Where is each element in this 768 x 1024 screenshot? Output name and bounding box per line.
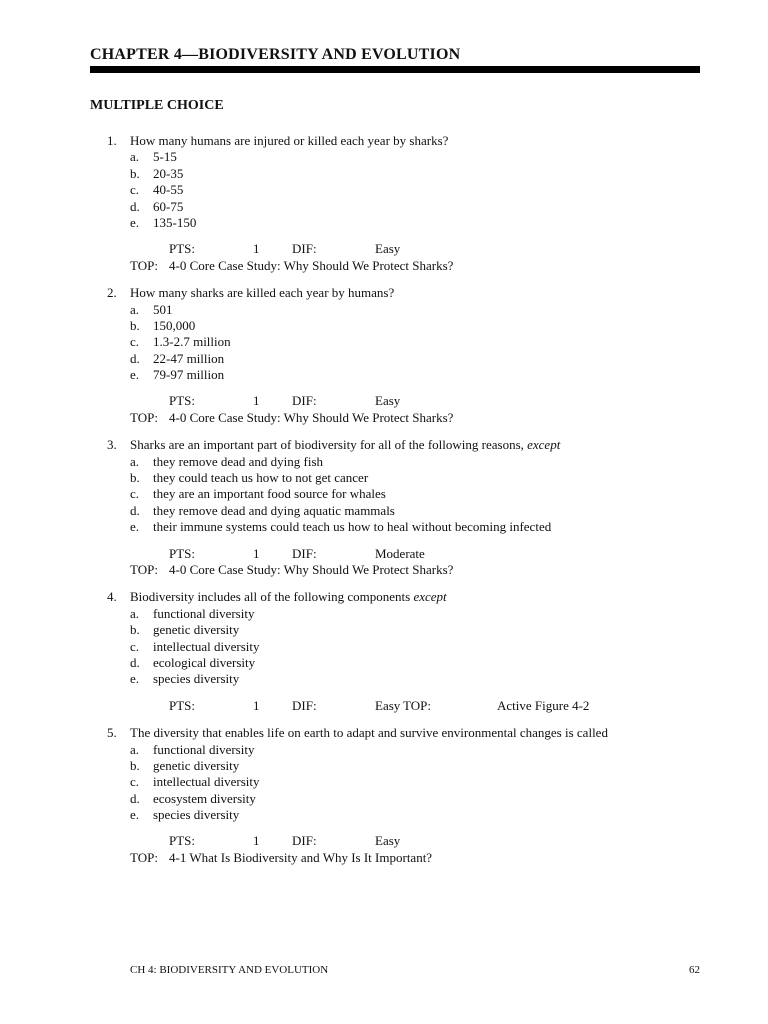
question-topic (0, 258, 768, 274)
question-number: 5. (107, 725, 117, 741)
option-text: genetic diversity (153, 757, 240, 773)
answer-option (0, 334, 768, 350)
dif-value: Easy (375, 393, 401, 409)
question-number: 3. (107, 437, 117, 453)
answer-option (0, 742, 768, 758)
answer-option (0, 622, 768, 638)
option-letter: c. (130, 774, 140, 790)
question-number: 4. (107, 589, 117, 605)
option-text: they could teach us how to not get cancer (153, 470, 369, 486)
question-3 (0, 437, 768, 578)
question-number: 2. (107, 285, 117, 301)
question-emphasis: except (413, 589, 447, 605)
option-letter: d. (130, 502, 140, 518)
option-text: 79-97 million (153, 367, 225, 383)
chapter-title: CHAPTER 4—BIODIVERSITY AND EVOLUTION (90, 46, 461, 63)
pts-label: PTS: (169, 833, 196, 849)
dif-value: Easy (375, 833, 401, 849)
question-stem (0, 589, 768, 605)
option-text: intellectual diversity (153, 774, 260, 790)
option-text: species diversity (153, 807, 240, 823)
answer-option (0, 149, 768, 165)
question-text: How many sharks are killed each year by humans? (130, 285, 395, 301)
pts-value: 1 (253, 697, 260, 713)
option-text: functional diversity (153, 605, 255, 621)
heading-rule (90, 66, 700, 73)
option-letter: a. (130, 149, 140, 165)
pts-label: PTS: (169, 241, 196, 257)
answer-option (0, 215, 768, 231)
question-topic (0, 850, 768, 866)
question-text: The diversity that enables life on earth to adapt and survive environmental changes is called (130, 725, 608, 741)
option-letter: d. (130, 654, 140, 670)
option-text: 150,000 (153, 317, 196, 333)
dif-label: DIF: (292, 393, 317, 409)
question-4 (0, 589, 768, 714)
option-text: 60-75 (153, 198, 184, 214)
option-letter: b. (130, 757, 140, 773)
option-letter: b. (130, 165, 140, 181)
answer-option (0, 606, 768, 622)
topic-label: TOP: (130, 257, 158, 273)
topic-value: 4-1 What Is Biodiversity and Why Is It Important? (169, 849, 433, 865)
topic-value: 4-0 Core Case Study: Why Should We Protect Sharks? (169, 561, 454, 577)
answer-option (0, 519, 768, 535)
footer-chapter: CH 4: BIODIVERSITY AND EVOLUTION (130, 964, 329, 976)
answer-option (0, 807, 768, 823)
question-topic (0, 410, 768, 426)
option-letter: e. (130, 214, 140, 230)
topic-value: Active Figure 4-2 (497, 697, 590, 713)
pts-value: 1 (253, 545, 260, 561)
option-letter: e. (130, 807, 140, 823)
answer-option (0, 639, 768, 655)
option-text: ecosystem diversity (153, 790, 256, 806)
question-text: Sharks are an important part of biodiversity for all of the following reasons, (130, 437, 528, 453)
topic-label: TOP: (130, 849, 158, 865)
topic-label: TOP: (403, 697, 431, 713)
answer-option (0, 503, 768, 519)
dif-value: Easy (375, 697, 401, 713)
topic-value: 4-0 Core Case Study: Why Should We Protect Sharks? (169, 257, 454, 273)
question-text: How many humans are injured or killed each year by sharks? (130, 133, 449, 148)
dif-label: DIF: (292, 833, 317, 849)
answer-option (0, 671, 768, 687)
pts-value: 1 (253, 833, 260, 849)
option-text: 501 (153, 301, 173, 317)
question-2 (0, 285, 768, 426)
answer-option (0, 774, 768, 790)
dif-label: DIF: (292, 545, 317, 561)
option-letter: e. (130, 519, 140, 535)
dif-value: Easy (375, 241, 401, 257)
question-stem (0, 437, 768, 453)
option-text: 5-15 (153, 149, 177, 165)
pts-label: PTS: (169, 545, 196, 561)
option-text: ecological diversity (153, 654, 256, 670)
option-text: genetic diversity (153, 622, 240, 638)
topic-label: TOP: (130, 409, 158, 425)
option-text: functional diversity (153, 741, 255, 757)
option-text: 1.3-2.7 million (153, 334, 231, 350)
answer-option (0, 302, 768, 318)
option-text: they remove dead and dying aquatic mammals (153, 502, 395, 518)
option-text: 135-150 (153, 214, 197, 230)
option-letter: a. (130, 605, 140, 621)
question-5 (0, 725, 768, 866)
question-meta (0, 241, 768, 257)
option-text: 20-35 (153, 165, 184, 181)
option-letter: b. (130, 470, 140, 486)
option-letter: d. (130, 198, 140, 214)
question-1 (0, 133, 768, 274)
question-text: Biodiversity includes all of the following components (130, 589, 414, 605)
option-letter: b. (130, 622, 140, 638)
option-letter: d. (130, 790, 140, 806)
option-letter: c. (130, 182, 140, 198)
answer-option (0, 367, 768, 383)
pts-value: 1 (253, 241, 260, 257)
pts-value: 1 (253, 393, 260, 409)
option-letter: c. (130, 486, 140, 502)
option-text: they are an important food source for whales (153, 486, 386, 502)
question-meta (0, 698, 768, 714)
answer-option (0, 199, 768, 215)
option-text: their immune systems could teach us how to heal without becoming infected (153, 519, 552, 535)
option-letter: c. (130, 334, 140, 350)
option-letter: a. (130, 301, 140, 317)
dif-value: Moderate (375, 545, 425, 561)
option-letter: a. (130, 453, 140, 469)
topic-value: 4-0 Core Case Study: Why Should We Protect Sharks? (169, 409, 454, 425)
answer-option (0, 351, 768, 367)
answer-option (0, 470, 768, 486)
question-number: 1. (107, 133, 117, 148)
answer-option (0, 318, 768, 334)
option-text: they remove dead and dying fish (153, 453, 324, 469)
page-number: 62 (689, 964, 700, 976)
dif-label: DIF: (292, 241, 317, 257)
option-text: intellectual diversity (153, 638, 260, 654)
question-meta (0, 833, 768, 849)
option-text: 22-47 million (153, 350, 225, 366)
answer-option (0, 166, 768, 182)
topic-label: TOP: (130, 561, 158, 577)
dif-label: DIF: (292, 697, 317, 713)
option-text: 40-55 (153, 182, 184, 198)
question-stem (0, 725, 768, 741)
question-list (0, 133, 768, 877)
answer-option (0, 454, 768, 470)
option-text: species diversity (153, 671, 240, 687)
option-letter: e. (130, 671, 140, 687)
pts-label: PTS: (169, 393, 196, 409)
question-topic (0, 562, 768, 578)
answer-option (0, 791, 768, 807)
pts-label: PTS: (169, 697, 196, 713)
answer-option (0, 486, 768, 502)
option-letter: d. (130, 350, 140, 366)
option-letter: e. (130, 367, 140, 383)
question-stem (0, 285, 768, 301)
question-emphasis: except (527, 437, 561, 453)
answer-option (0, 655, 768, 671)
answer-option (0, 182, 768, 198)
option-letter: b. (130, 317, 140, 333)
question-stem (0, 133, 768, 149)
section-heading: MULTIPLE CHOICE (90, 98, 224, 113)
answer-option (0, 758, 768, 774)
option-letter: a. (130, 741, 140, 757)
question-meta (0, 393, 768, 409)
question-meta (0, 546, 768, 562)
option-letter: c. (130, 638, 140, 654)
